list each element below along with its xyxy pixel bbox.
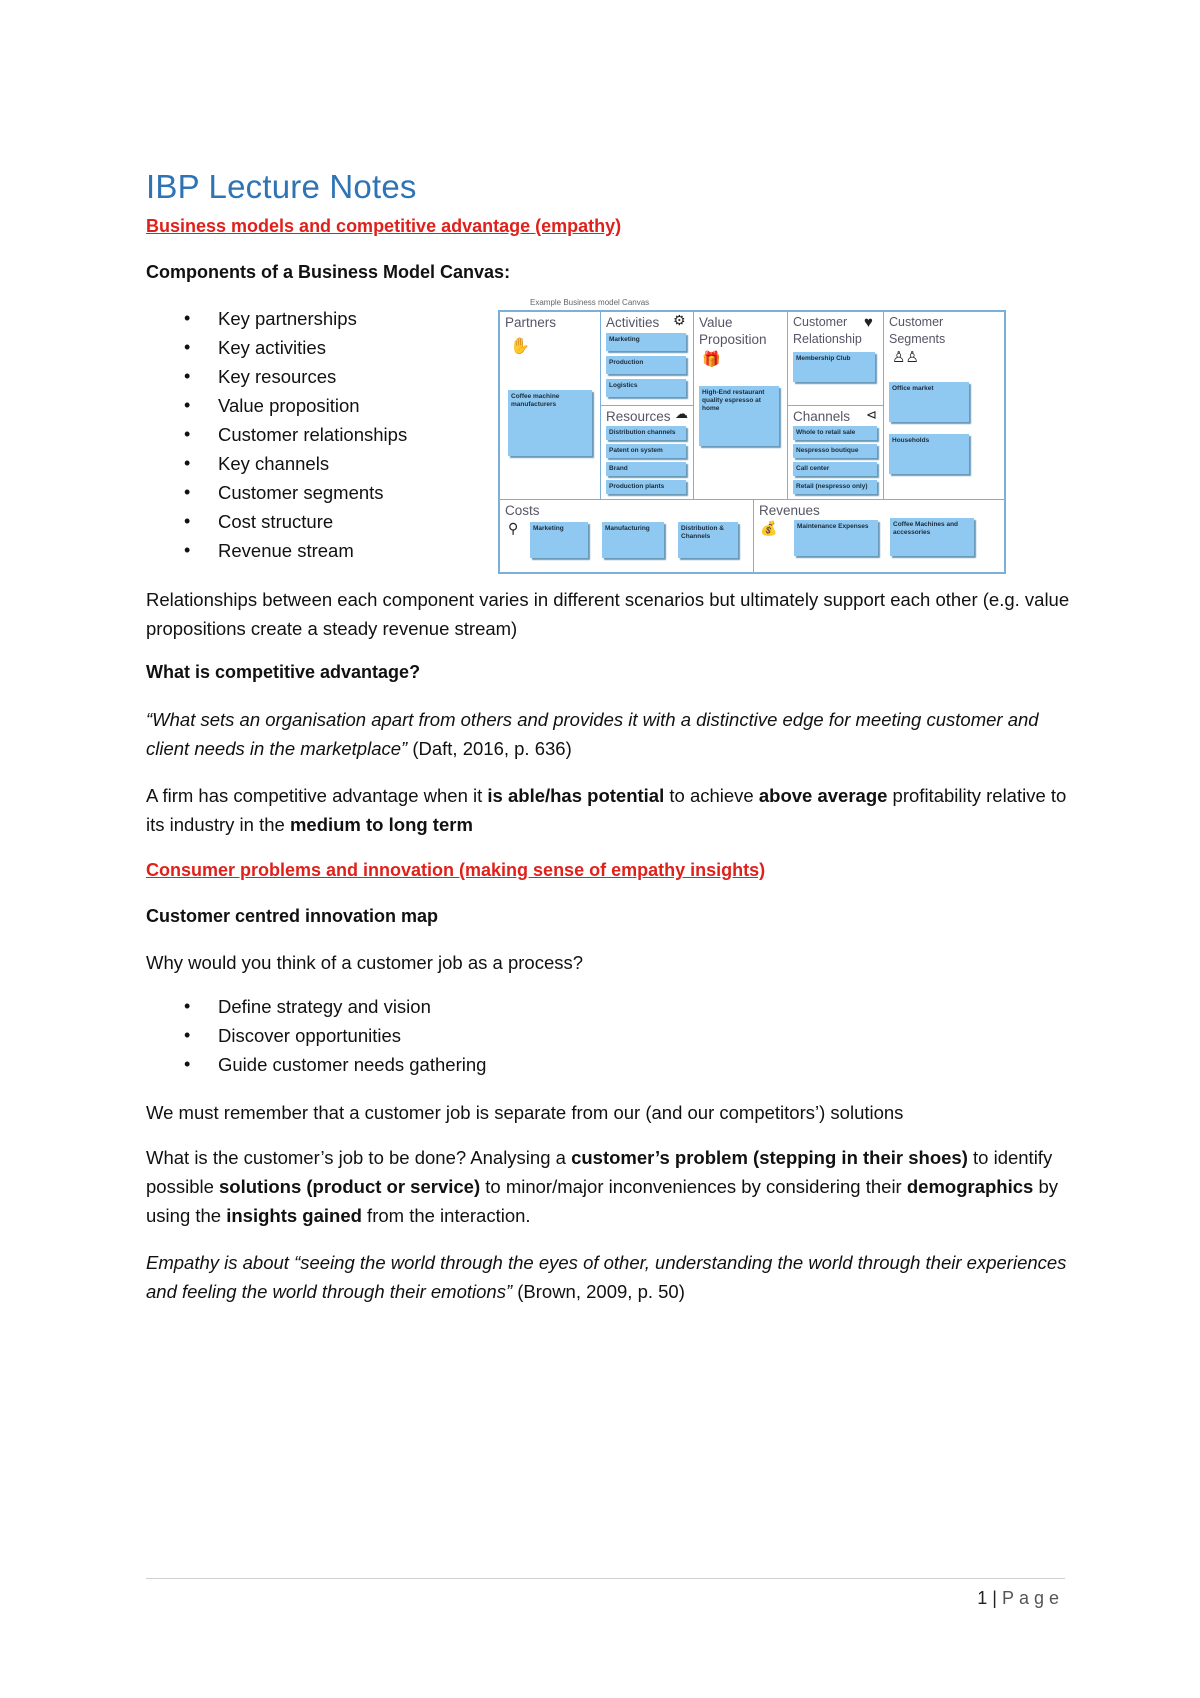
canvas-note: Call center	[793, 462, 877, 476]
canvas-note: Maintenance Expenses	[794, 520, 878, 556]
canvas-note: Membership Club	[793, 352, 875, 382]
canvas-partners-label: Partners	[505, 315, 557, 330]
heart-icon: ♥	[864, 314, 873, 331]
list-item: • Revenue stream	[180, 536, 407, 565]
canvas-relationship-label: Customer Relationship	[793, 315, 862, 346]
canvas-channels	[787, 405, 884, 500]
text-run: by using the	[146, 1176, 1059, 1226]
canvas-note: Logistics	[606, 379, 686, 397]
footer-divider	[146, 1578, 1065, 1579]
canvas-note: High-End restaurant quality espresso at home	[699, 386, 779, 446]
daft-quote-paragraph	[146, 705, 1076, 763]
canvas-revenues-label: Revenues	[759, 503, 820, 518]
canvas-note: Brand	[606, 462, 686, 476]
footer-separator: |	[987, 1588, 1002, 1608]
competitive-advantage-question: What is competitive advantage?	[146, 662, 421, 682]
list-item: • Customer segments	[180, 478, 407, 507]
bold-run: insights gained	[226, 1205, 362, 1226]
page-title: IBP Lecture Notes	[146, 168, 417, 205]
canvas-costs-label: Costs	[505, 503, 540, 518]
text-run: A firm has competitive advantage when it	[146, 785, 488, 806]
list-item: • Value proposition	[180, 391, 407, 420]
canvas-value-label: Value Proposition	[699, 315, 767, 347]
relationships-paragraph: Relationships between each component varies in different scenarios but ultimately support each other (e.g. value propositions create a steady revenue stream)	[146, 589, 1070, 639]
factory-icon: ☁	[675, 406, 688, 421]
tag-icon: ⚲	[508, 520, 519, 536]
components-subheading: Components of a Business Model Canvas:	[146, 262, 511, 282]
list-item: • Cost structure	[180, 507, 407, 536]
canvas-note: Distribution & Channels	[678, 522, 738, 558]
canvas-note: Coffee Machines and accessories	[890, 518, 974, 556]
bold-run: is able/has potential	[487, 785, 665, 806]
canvas-activities-label: Activities	[606, 315, 660, 330]
canvas-note: Manufacturing	[602, 522, 664, 558]
canvas-revenues	[753, 499, 1005, 573]
canvas-customer-segments	[883, 311, 1005, 500]
canvas-note: Nespresso boutique	[793, 444, 877, 458]
bold-run: solutions (product or service)	[219, 1176, 481, 1197]
people-icon: ♙♙	[892, 349, 919, 366]
canvas-note: Distribution channels	[606, 426, 686, 440]
canvas-value-proposition	[693, 311, 788, 500]
bold-run: above average	[758, 785, 888, 806]
process-question: Why would you think of a customer job as a process?	[146, 952, 584, 973]
process-reasons-list	[180, 992, 486, 1079]
page-label: Page	[1001, 1588, 1064, 1608]
daft-quote: “What sets an organisation apart from others and provides it with a distinctive edge for meeting customer and client needs in the marketplace”	[146, 709, 1039, 759]
canvas-resources-label: Resources	[606, 409, 671, 424]
text-run: What is the customer’s job to be done? Analysing a	[146, 1147, 572, 1168]
canvas-note: Patent on system	[606, 444, 686, 458]
canvas-activities	[600, 311, 694, 406]
daft-citation: (Daft, 2016, p. 636)	[407, 738, 572, 759]
handshake-icon: ✋	[510, 338, 530, 355]
canvas-costs	[499, 499, 754, 573]
innovation-map-subheading: Customer centred innovation map	[146, 906, 439, 926]
gift-icon: 🎁	[702, 351, 721, 368]
bold-run: customer’s problem (stepping in their shoes)	[571, 1147, 968, 1168]
gear-icon: ⚙	[673, 312, 686, 328]
list-item: • Discover opportunities	[180, 1021, 486, 1050]
list-item: • Key activities	[180, 333, 407, 362]
canvas-note: Marketing	[606, 333, 686, 351]
text-run: to minor/major inconveniences by considering their	[480, 1176, 907, 1197]
share-icon: ⊲	[866, 407, 877, 422]
money-bag-icon: 💰	[760, 520, 778, 536]
canvas-note: Retail (nespresso only)	[793, 480, 877, 494]
brown-citation: (Brown, 2009, p. 50)	[512, 1281, 685, 1302]
remember-paragraph: We must remember that a customer job is separate from our (and our competitors’) solutions	[146, 1102, 904, 1123]
canvas-note: Office market	[889, 382, 969, 422]
empathy-quote-paragraph	[146, 1248, 1076, 1306]
page-footer	[977, 1588, 1064, 1609]
canvas-note: Households	[889, 434, 969, 474]
text-run: from the interaction.	[361, 1205, 531, 1226]
business-model-canvas-figure	[498, 298, 1006, 576]
list-item: • Define strategy and vision	[180, 992, 486, 1021]
canvas-note: Production plants	[606, 480, 686, 494]
canvas-partners	[499, 311, 601, 500]
bold-run: medium to long term	[289, 814, 473, 835]
section-heading-business-models: Business models and competitive advantage (empathy)	[146, 216, 622, 236]
list-item: • Key resources	[180, 362, 407, 391]
bold-run: demographics	[906, 1176, 1034, 1197]
canvas-customer-relationship	[787, 311, 884, 406]
section-heading-consumer-problems: Consumer problems and innovation (making sense of empathy insights)	[146, 860, 766, 880]
canvas-grid	[498, 310, 1006, 574]
customer-job-paragraph	[146, 1143, 1076, 1230]
canvas-note: Whole to retail sale	[793, 426, 877, 440]
firm-paragraph	[146, 781, 1076, 839]
text-run: to identify possible	[146, 1147, 1053, 1197]
text-run: to achieve	[664, 785, 759, 806]
components-list	[180, 304, 407, 565]
canvas-note: Marketing	[530, 522, 588, 558]
text-run: profitability relative to its industry in the	[146, 785, 1067, 835]
list-item: • Key partnerships	[180, 304, 407, 333]
list-item: • Customer relationships	[180, 420, 407, 449]
list-item: • Guide customer needs gathering	[180, 1050, 486, 1079]
empathy-quote: Empathy is about “seeing the world through the eyes of other, understanding the world through their experiences and feeling the world through their emotions”	[146, 1252, 1067, 1302]
canvas-note: Coffee machine manufacturers	[508, 390, 592, 456]
list-item: • Key channels	[180, 449, 407, 478]
canvas-segments-label: Customer Segments	[889, 315, 946, 346]
canvas-resources	[600, 405, 694, 500]
canvas-caption: Example Business model Canvas	[530, 298, 650, 307]
page-number: 1	[977, 1588, 988, 1608]
canvas-channels-label: Channels	[793, 409, 851, 424]
canvas-note: Production	[606, 356, 686, 374]
